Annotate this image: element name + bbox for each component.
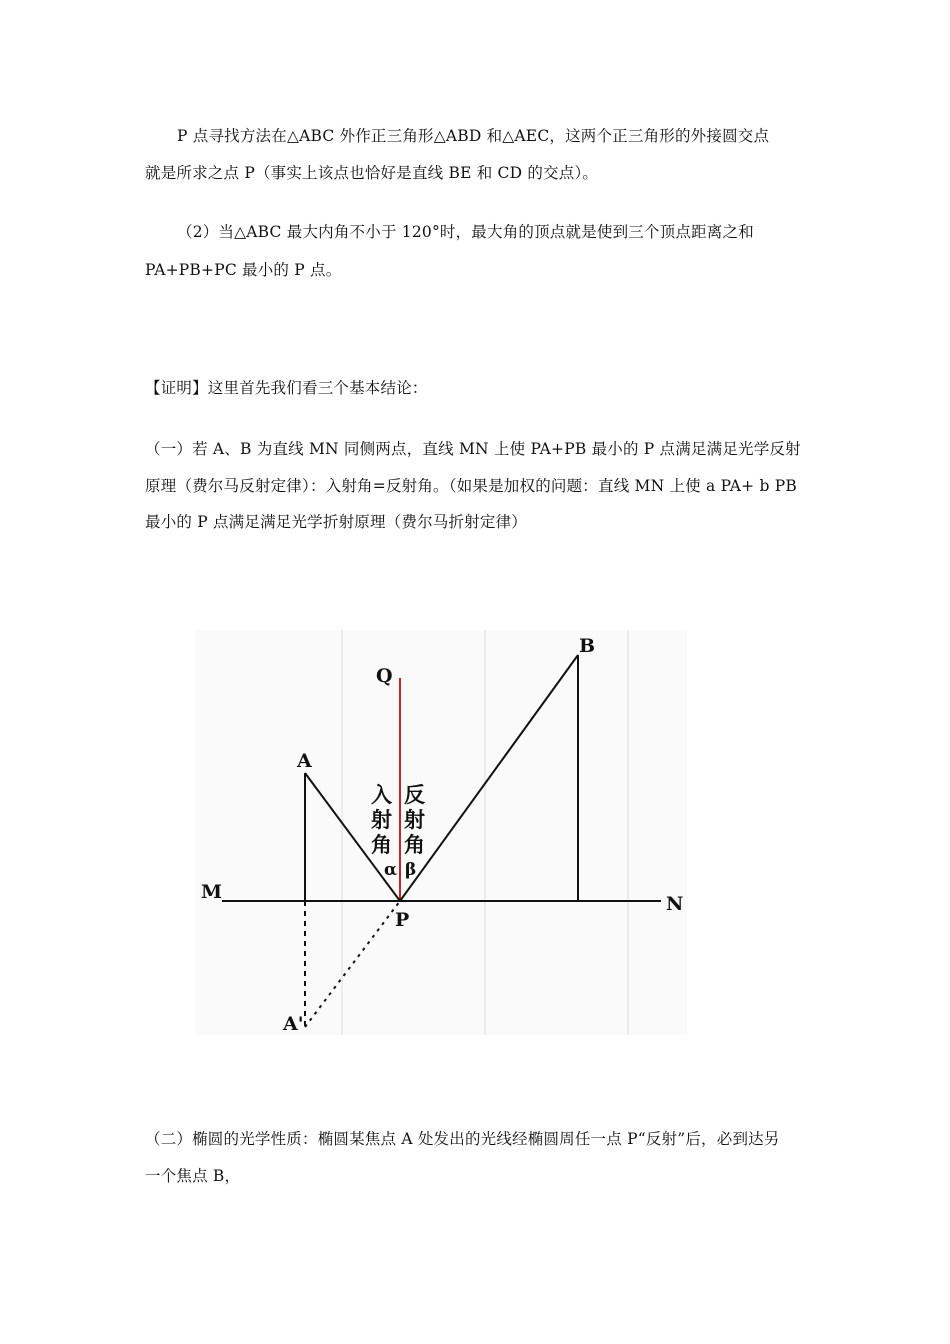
paragraph-line: 最小的 P 点满足满足光学折射原理（费尔马折射定律） [145, 513, 527, 531]
reflection-angle-char: 角 [404, 833, 425, 857]
reflection-angle-char: 射 [404, 808, 425, 832]
label-a: A [297, 750, 312, 772]
reflection-diagram [195, 630, 687, 1035]
label-n: N [666, 893, 684, 915]
diagram-background [195, 630, 687, 1035]
paragraph-line: 一个焦点 B， [145, 1167, 241, 1185]
paragraph-line: PA+PB+PC 最小的 P 点。 [145, 261, 342, 279]
paragraph-line: 就是所求之点 P（事实上该点也恰好是直线 BE 和 CD 的交点）。 [145, 164, 599, 182]
paragraph-line: （一）若 A、B 为直线 MN 同侧两点，直线 MN 上使 PA+PB 最小的 P 点满足满足光学反射 [145, 440, 801, 458]
label-q: Q [376, 665, 393, 687]
proof-heading: 【证明】这里首先我们看三个基本结论： [145, 379, 428, 397]
alpha-label: α [384, 860, 398, 880]
label-m: M [201, 881, 223, 903]
paragraph-line: 原理（费尔马反射定律）：入射角=反射角。（如果是加权的问题：直线 MN 上使 a PA+ b PB [145, 477, 797, 495]
paragraph-line: P 点寻找方法在△ABC 外作正三角形△ABD 和△AEC，这两个正三角形的外接圆交点 [177, 127, 770, 145]
label-a-prime: A' [283, 1013, 304, 1035]
reflection-angle-char: 反 [404, 783, 425, 807]
label-b: B [579, 635, 596, 657]
incident-angle-char: 入 [371, 783, 392, 807]
incident-angle-char: 角 [371, 833, 392, 857]
paragraph-line: （二）椭圆的光学性质：椭圆某焦点 A 处发出的光线经椭圆周任一点 P“反射”后，必到达另 [145, 1130, 780, 1148]
paragraph-line: （2）当△ABC 最大内角不小于 120°时，最大角的顶点就是使到三个顶点距离之和 [177, 223, 754, 241]
beta-label: β [405, 860, 417, 880]
incident-angle-char: 射 [371, 808, 392, 832]
label-p: P [395, 909, 410, 931]
